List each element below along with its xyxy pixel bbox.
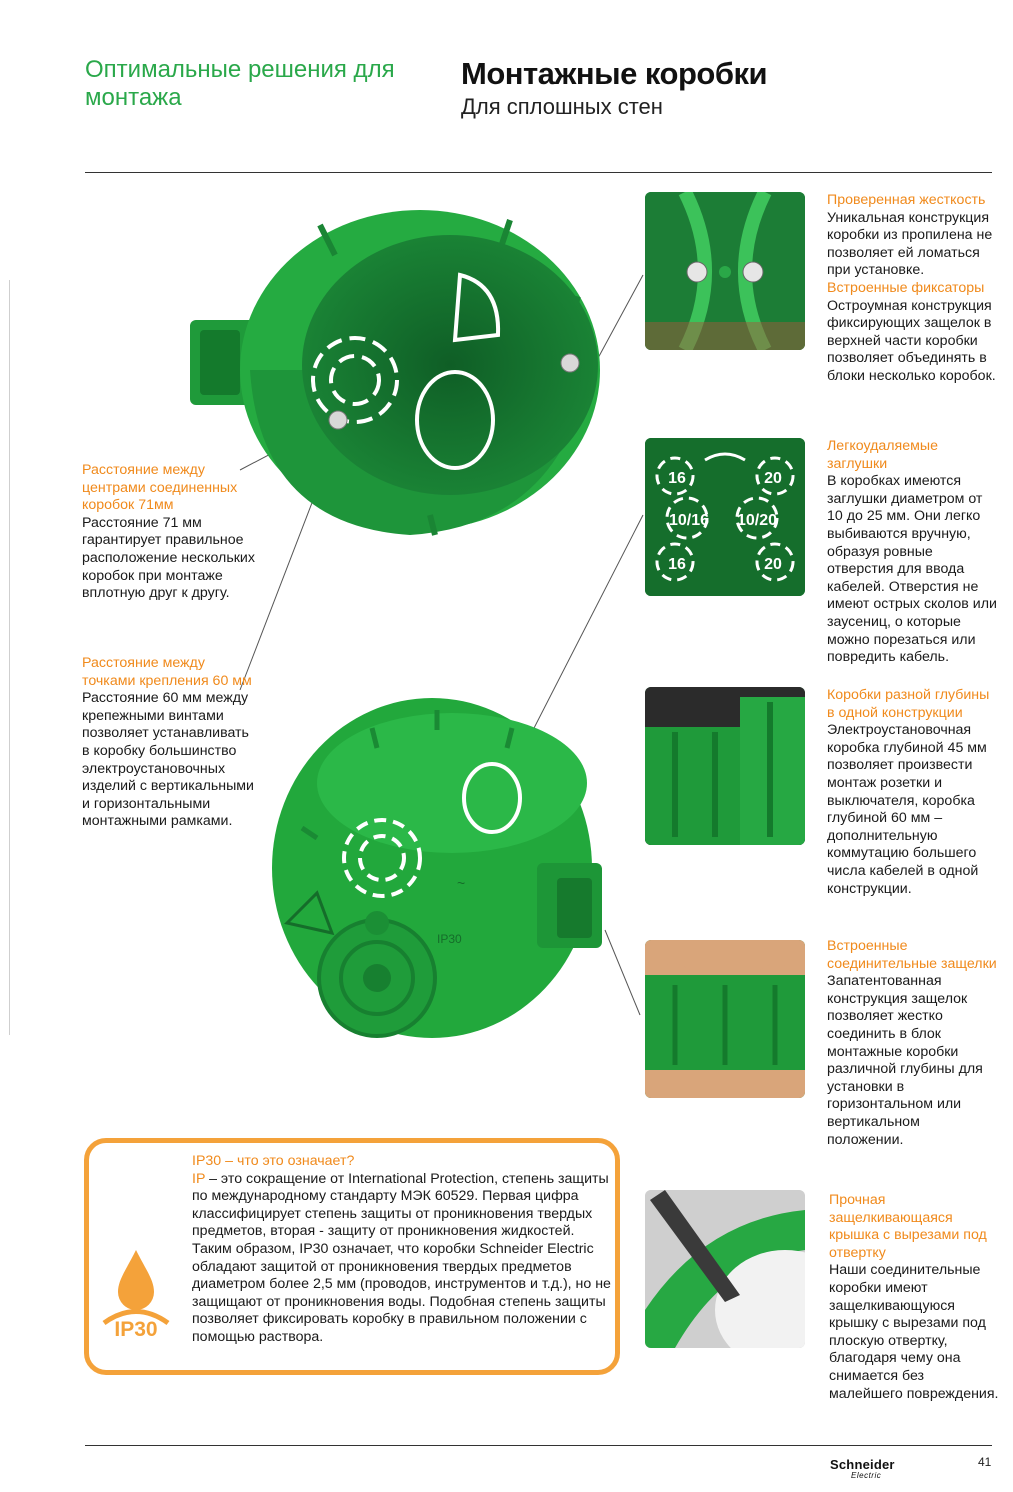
feature-depth-title: Коробки разной глубины в одной конструкции — [827, 687, 990, 721]
feature-lid-body: Наши соединительные коробки имеют защелкивающуюся крышку с вырезами под плоскую отвертку, благодаря чему она снимается без малейшего повреждения. — [829, 1262, 999, 1402]
knockout-label-16-top: 16 — [668, 470, 686, 487]
mounting-box-bottom-image — [262, 688, 607, 1048]
brand-logo: Schneider — [830, 1457, 895, 1472]
photo-knockouts — [645, 438, 805, 596]
ip30-badge: IP30 — [114, 1318, 158, 1341]
leader-line-latches — [605, 930, 640, 1015]
feature-knockouts-title: Легкоудаляемые заглушки — [827, 438, 938, 472]
feature-fixators-body: Остроумная конструкция фиксирующих защелок в верхней части коробки позволяет объединять в блоки несколько коробок. — [827, 297, 996, 384]
feature-60mm-body: Расстояние 60 мм между крепежными винтами позволяет устанавливать в коробку большинство электроустановочных изделий с вертикальными и горизонтальными монтажными рамками. — [82, 690, 254, 830]
knockout-label-20-bottom: 20 — [764, 556, 782, 573]
feature-71mm-body: Расстояние 71 мм гарантирует правильное расположение нескольких коробок при монтаже вплотную друг к другу. — [82, 514, 255, 602]
feature-knockouts — [827, 438, 999, 667]
page-number: 41 — [978, 1455, 992, 1469]
feature-lid — [829, 1192, 999, 1403]
feature-latches — [827, 938, 999, 1149]
feature-stiffness-body: Уникальная конструкция коробки из пропилена не позволяет ей ломаться при установке. — [827, 209, 993, 279]
section-title: Оптимальные решения для монтажа — [85, 56, 395, 111]
feature-stiffness-title: Проверенная жесткость — [827, 192, 986, 208]
ip30-description: – это сокращение от International Protection, степень защиты по международному стандарту МЭК 60529. Первая цифра классифицирует степень защиты от проникновения твердых предметов, вторая - защиту от проникновения жидкостей. Таким образом, IP30 означает, что коробки Schneider Electric обладают защитой от проникновения твердых предметов диаметром более 2,5 мм (проводов, инструментов и т.д.), но не защищают от проникновения воды. Подобная степень защиты позволяет фиксировать коробку в правильном положении с помощью раствора. — [192, 1170, 611, 1345]
photo-depth-boxes — [645, 687, 805, 845]
knockout-label-20-top: 20 — [764, 470, 782, 487]
feature-lid-title: Прочная защелкивающаяся крышка с вырезами под отвертку — [829, 1192, 987, 1261]
ip30-title: IP30 – что это означает? — [192, 1153, 355, 1169]
feature-latches-title: Встроенные соединительные защелки — [827, 938, 997, 972]
feature-stiffness — [827, 192, 999, 386]
feature-fixators-title: Встроенные фиксаторы — [827, 279, 985, 296]
photo-connecting-latches — [645, 940, 805, 1098]
feature-60mm — [82, 655, 257, 831]
feature-71mm — [82, 462, 257, 603]
brand-logo-sub: Electric — [851, 1471, 882, 1480]
feature-knockouts-body: В коробках имеются заглушки диаметром от 10 до 25 мм. Они легко выбиваются вручную, образуя ровные отверстия для ввода кабелей. Отверстия не имеют острых сколов или заусениц, о которые можно порезаться или повредить кабель. — [827, 473, 997, 666]
knockout-label-10-20: 10/20 — [736, 512, 778, 529]
feature-depth-body: Электроустановочная коробка глубиной 45 мм позволяет произвести монтаж розетки и выключателя, коробка глубиной 60 мм – дополнительную коммутацию большего числа кабелей в одной конструкции. — [827, 722, 987, 897]
feature-latches-body: Запатентованная конструкция защелок позволяет жестко соединить в блок монтажные коробки различной глубины для установки в горизонтальном или вертикальном положении. — [827, 973, 983, 1148]
page-subtitle: Для сплошных стен — [461, 94, 663, 119]
footer-divider — [85, 1445, 992, 1446]
box-marking-ip: IP30 — [437, 932, 462, 946]
feature-depth — [827, 687, 999, 898]
photo-screws-detail — [645, 192, 805, 350]
box-marking-symbol: ~ — [457, 875, 466, 891]
feature-60mm-title: Расстояние между точками крепления 60 мм — [82, 655, 252, 689]
ip30-body — [192, 1171, 617, 1347]
knockout-label-10-16: 10/16 — [668, 512, 710, 529]
photo-snap-lid — [645, 1190, 805, 1348]
knockout-label-16-bottom: 16 — [668, 556, 686, 573]
ip30-ip-word: IP — [192, 1170, 206, 1187]
ip30-text — [192, 1153, 617, 1347]
page-title: Монтажные коробки — [461, 56, 768, 91]
feature-71mm-title: Расстояние между центрами соединенных коробок 71мм — [82, 462, 238, 514]
